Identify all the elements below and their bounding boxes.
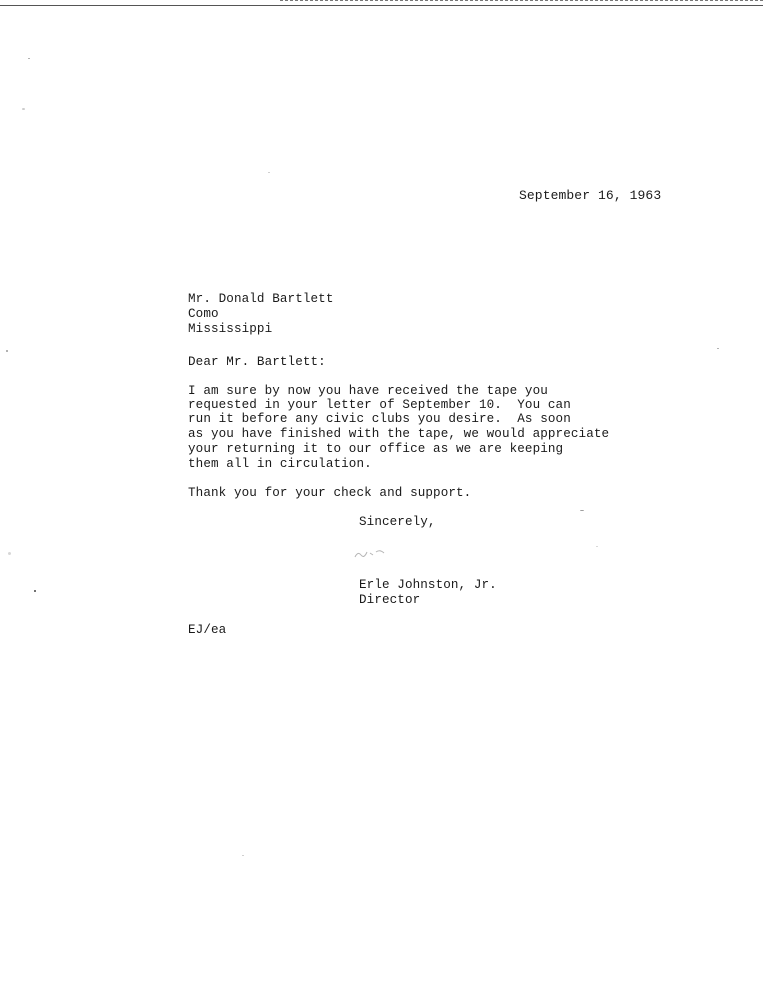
scan-speck	[34, 590, 36, 592]
scan-speck	[717, 348, 719, 349]
thanks-line: Thank you for your check and support.	[188, 486, 472, 500]
scan-speck	[22, 108, 25, 110]
salutation: Dear Mr. Bartlett:	[188, 355, 326, 369]
recipient-name: Mr. Donald Bartlett	[188, 292, 334, 306]
scan-speck	[580, 510, 584, 511]
top-edge-rule	[0, 5, 763, 6]
signer-title: Director	[359, 593, 421, 607]
signer-name: Erle Johnston, Jr.	[359, 578, 497, 592]
letter-date: September 16, 1963	[519, 188, 662, 203]
scan-speck	[242, 855, 244, 856]
scan-speck	[8, 552, 11, 555]
top-edge-dash	[280, 0, 763, 1]
body-line: requested in your letter of September 10. You can	[188, 398, 571, 412]
closing: Sincerely,	[359, 515, 436, 529]
body-line: your returning it to our office as we are keeping	[188, 442, 564, 456]
scan-speck	[6, 350, 8, 352]
scan-speck	[268, 172, 270, 173]
body-line: them all in circulation.	[188, 457, 372, 471]
recipient-state: Mississippi	[188, 322, 273, 336]
scan-speck	[596, 546, 598, 547]
recipient-city: Como	[188, 307, 219, 321]
scan-speck	[28, 58, 30, 59]
body-line: I am sure by now you have received the tape you	[188, 384, 548, 398]
body-line: as you have finished with the tape, we would appreciate	[188, 427, 610, 441]
faint-signature-mark	[352, 545, 392, 561]
typist-initials: EJ/ea	[188, 623, 227, 637]
body-line: run it before any civic clubs you desire. As soon	[188, 412, 571, 426]
